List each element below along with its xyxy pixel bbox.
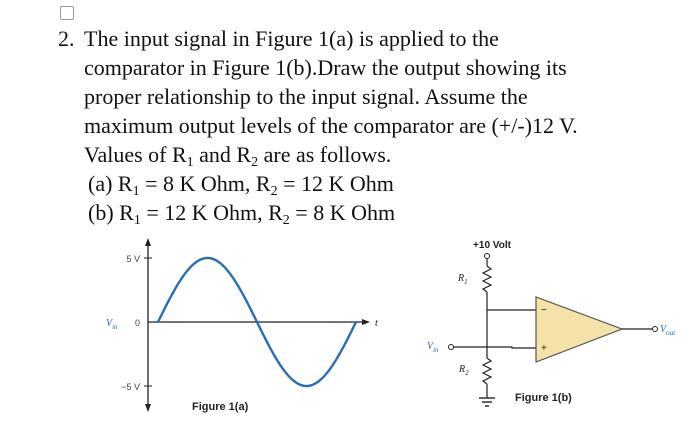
opamp-minus-sign: − (541, 305, 547, 316)
output-label: $V_{out}$ (660, 324, 676, 337)
problem-line: maximum output levels of the comparator are (+/-)12 V. (84, 113, 578, 138)
y-axis-label: $V_{in}$ (106, 318, 118, 331)
resistor-r2 (483, 358, 491, 384)
opamp-plus-sign: + (541, 343, 547, 354)
ground-icon (479, 398, 495, 406)
supply-label: +10 Volt (473, 240, 511, 251)
case-b: (b) $R_1 = 12$ K Ohm, $R_2 = 8$ K Ohm (88, 200, 396, 228)
supply-terminal (485, 254, 490, 259)
values-line: Values of $R_1$ and $R_2$ are as follows. (84, 142, 392, 170)
tick-label-top: 5 V (126, 254, 140, 264)
x-axis-label: t (375, 318, 378, 329)
r1-label: $R_1$ (458, 273, 468, 286)
input-label: $V_{in}$ (427, 341, 439, 354)
case-a: (a) $R_1 = 8$ K Ohm, $R_2 = 12$ K Ohm (88, 171, 394, 199)
output-terminal (653, 327, 658, 332)
figure-1b-caption: Figure 1(b) (515, 392, 572, 404)
problem-line: proper relationship to the input signal. Assume the (84, 84, 528, 109)
comparator-opamp (536, 297, 622, 362)
wire-input-to-plus (453, 347, 536, 348)
resistor-r1 (483, 266, 491, 292)
tick-label-bottom: −5 V (121, 382, 140, 392)
input-terminal (449, 345, 454, 350)
r2-label: $R_2$ (459, 364, 469, 377)
figure-1a-caption: Figure 1(a) (192, 401, 249, 413)
tick-label-mid: 0 (134, 318, 140, 328)
problem-line: comparator in Figure 1(b).Draw the output showing its (84, 55, 567, 80)
problem-line: The input signal in Figure 1(a) is applied to the (84, 26, 499, 51)
problem-number: 2. (58, 26, 75, 51)
